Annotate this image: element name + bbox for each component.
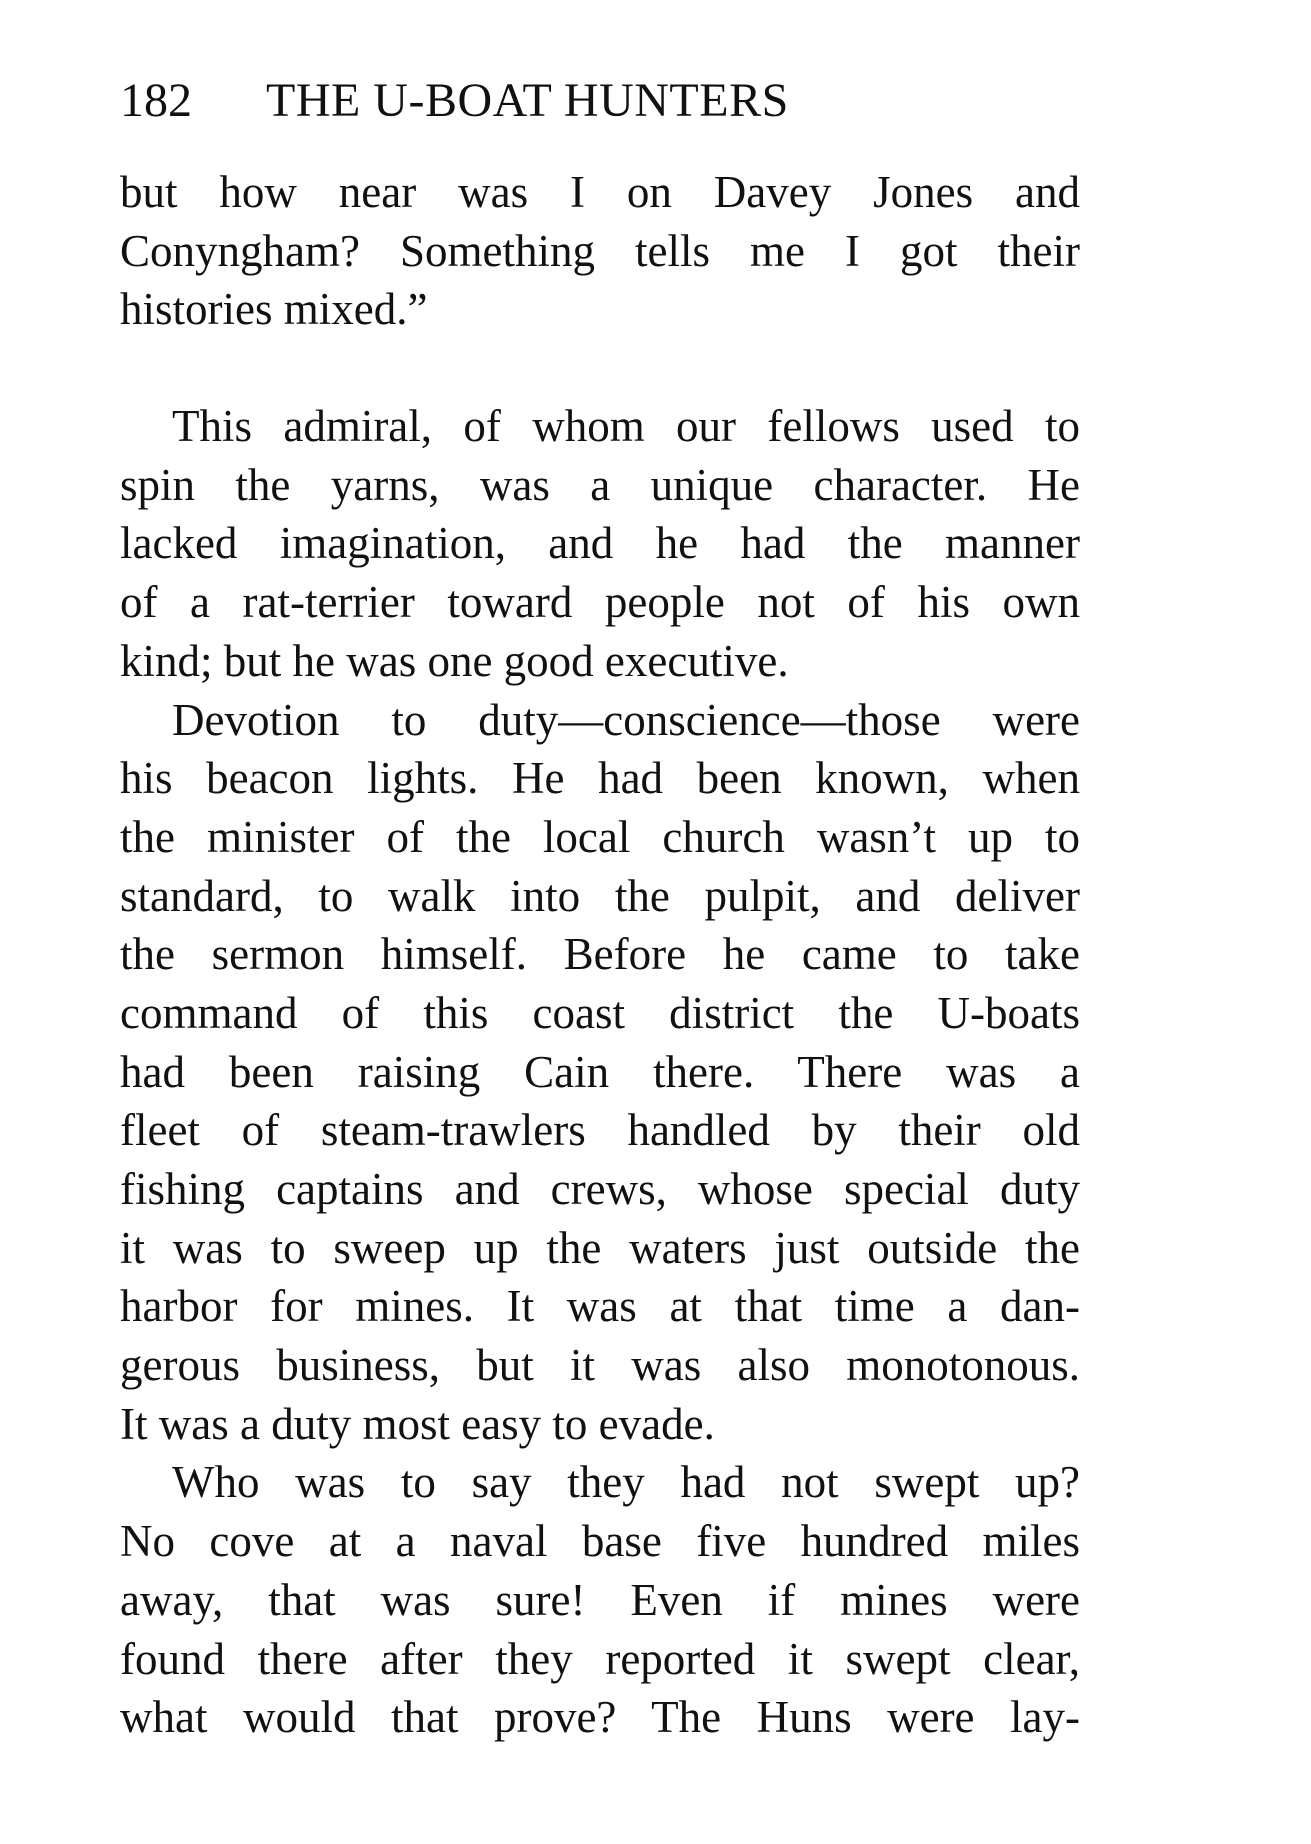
running-title: THE U-BOAT HUNTERS bbox=[266, 74, 789, 127]
text-line: what would that prove? The Huns were lay- bbox=[120, 1692, 1080, 1743]
text-line: found there after they reported it swept clear, bbox=[120, 1633, 1080, 1684]
running-header bbox=[120, 66, 1080, 136]
text-line: spin the yarns, was a unique character. He bbox=[120, 459, 1080, 510]
text-line: command of this coast district the U-boats bbox=[120, 987, 1080, 1038]
text-line: had been raising Cain there. There was a bbox=[120, 1046, 1080, 1097]
text-line: the minister of the local church wasn’t up to bbox=[120, 811, 1080, 862]
text-line: Who was to say they had not swept up? bbox=[172, 1457, 1080, 1508]
text-line: fleet of steam-trawlers handled by their old bbox=[120, 1105, 1080, 1156]
page-number: 182 bbox=[120, 74, 192, 127]
paragraph-3 bbox=[120, 691, 1080, 1454]
text-line: lacked imagination, and he had the manner bbox=[120, 518, 1080, 569]
text-line: This admiral, of whom our fellows used to bbox=[172, 401, 1080, 452]
text-line: fishing captains and crews, whose special duty bbox=[120, 1164, 1080, 1214]
text-line: It was a duty most easy to evade. bbox=[120, 1398, 715, 1449]
body-text bbox=[120, 163, 1080, 1747]
paragraph-4 bbox=[120, 1453, 1080, 1746]
text-line: but how near was I on Davey Jones and bbox=[120, 167, 1080, 217]
text-line: his beacon lights. He had been known, when bbox=[120, 753, 1080, 804]
text-line: the sermon himself. Before he came to take bbox=[120, 929, 1080, 980]
text-line: away, that was sure! Even if mines were bbox=[120, 1574, 1080, 1625]
text-line: it was to sweep up the waters just outside the bbox=[120, 1222, 1080, 1273]
paragraph-1 bbox=[120, 163, 1080, 339]
text-line: histories mixed.” bbox=[120, 284, 428, 335]
text-line: harbor for mines. It was at that time a dan- bbox=[120, 1281, 1080, 1332]
text-line: standard, to walk into the pulpit, and deliver bbox=[120, 870, 1080, 921]
paragraph-2 bbox=[120, 397, 1080, 690]
text-line: Devotion to duty—conscience—those were bbox=[172, 694, 1080, 745]
section-gap bbox=[120, 339, 1080, 397]
text-line: Conyngham? Something tells me I got their bbox=[120, 225, 1080, 276]
text-line: No cove at a naval base five hundred miles bbox=[120, 1516, 1080, 1567]
text-line: of a rat-terrier toward people not of his own bbox=[120, 577, 1080, 628]
text-line: gerous business, but it was also monotonous. bbox=[120, 1340, 1080, 1391]
text-line: kind; but he was one good executive. bbox=[120, 635, 789, 686]
